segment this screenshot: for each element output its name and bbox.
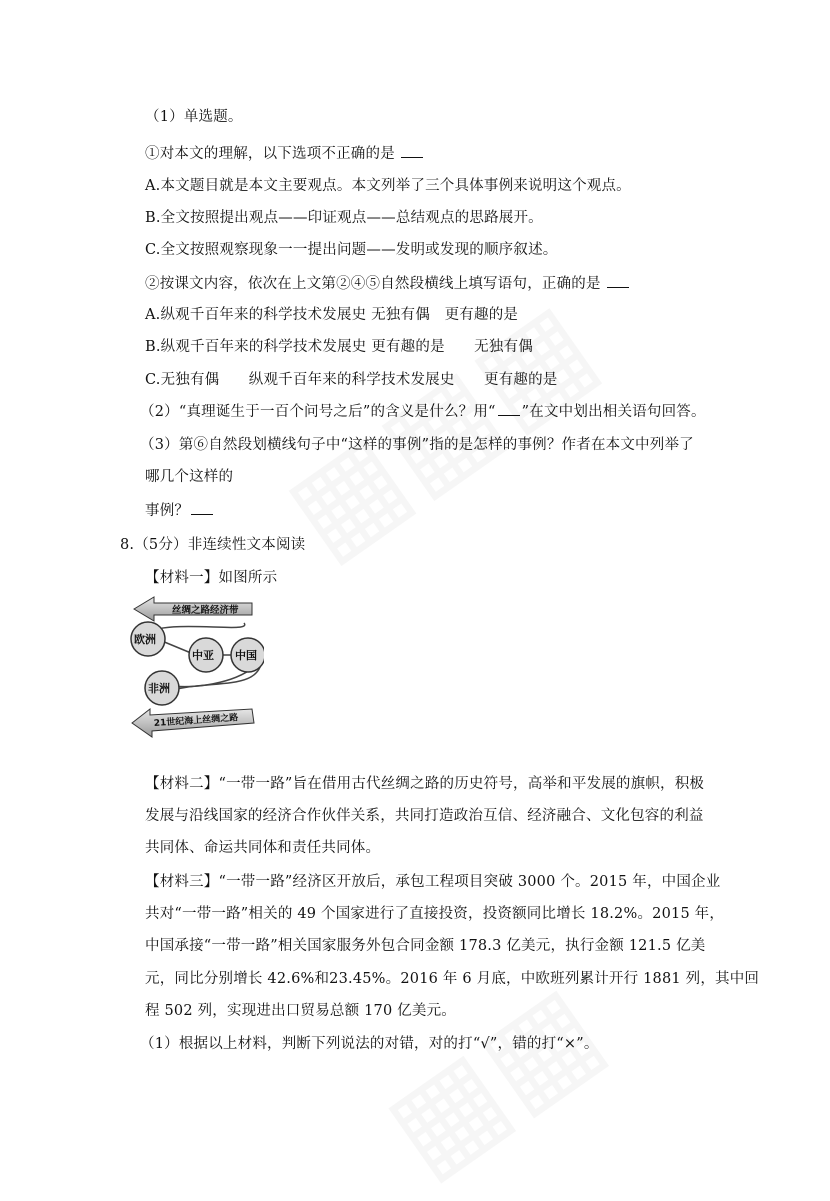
question-2-stem [145,273,629,294]
node-central-asia-label: 中亚 [192,649,214,662]
question-meaning [140,402,706,422]
link-europe-central [162,641,191,653]
material-1-label: 【材料一】如图所示 [145,570,278,586]
node-africa-label: 非洲 [148,682,170,695]
top-road-label: 丝绸之路经济带 [172,605,239,616]
material-3-line3: 中国承接“一带一路”相关国家服务外包合同金额 178.3 亿美元，执行金额 121.5 亿美 [145,938,706,954]
question-1-stem [145,143,423,164]
material-2-line1: 【材料二】“一带一路”旨在借用古代丝绸之路的历史符号，高举和平发展的旗帜，积极 [145,776,705,792]
underline-symbol [498,403,520,416]
material-3-line1: 【材料三】“一带一路”经济区开放后，承包工程项目突破 3000 个。2015 年，中国企业 [145,874,721,890]
question-1-option-a: A.本文题目就是本文主要观点。本文列举了三个具体事例来说明这个观点。 [145,178,631,194]
material-3-line2: 共对“一带一路”相关的 49 个国家进行了直接投资，投资额同比增长 18.2%。2015 年， [145,906,725,922]
question-1-option-b: B.全文按照提出观点——印证观点——总结观点的思路展开。 [145,210,543,226]
question-1-option-c: C.全文按照观察现象一一提出问题——发明或发现的顺序叙述。 [145,242,558,258]
question-example-line2: 哪几个这样的 [145,469,234,485]
answer-blank [607,273,629,288]
single-choice-header: （1）单选题。 [145,109,243,125]
material-2-line3: 共同体、命运共同体和责任共同体。 [145,840,381,856]
bottom-road-label: 21世纪海上丝绸之路 [153,713,239,729]
question-8-1: （1）根据以上材料，判断下列说法的对错，对的打“√”，错的打“×”。 [140,1036,599,1052]
question-meaning-text-a: （2）“真理诞生于一百个问号之后”的含义是什么？用“ [140,404,496,420]
material-3-line5: 程 502 列，实现进出口贸易总额 170 亿美元。 [145,1003,456,1019]
node-europe-label: 欧洲 [134,633,156,646]
question-1-stem-text: ①对本文的理解，以下选项不正确的是 [145,146,395,162]
question-example-line1: （3）第⑥自然段划横线句子中“这样的事例”指的是怎样的事例？作者在本文中列举了 [140,437,694,453]
question-2-stem-text: ②按课文内容，依次在上文第②④⑤自然段横线上填写语句，正确的是 [145,276,601,292]
material-3-line4: 元，同比分别增长 42.6%和23.45%。2016 年 6 月底，中欧班列累计开行 1881 列，其中回 [145,971,760,987]
question-example-line3 [145,500,213,521]
question-meaning-text-b: ”在文中划出相关语句回答。 [521,404,706,420]
node-china-label: 中国 [235,649,257,662]
material-2-line2: 发展与沿线国家的经济合作伙伴关系，共同打造政治互信、经济融合、文化包容的利益 [145,808,704,824]
question-2-option-a: A.纵观千百年来的科学技术发展史 无独有偶 更有趣的是 [145,307,519,323]
question-example-line3-text: 事例？ [145,503,190,519]
question-2-option-c: C.无独有偶 纵观千百年来的科学技术发展史 更有趣的是 [145,372,558,388]
belt-road-diagram [124,595,264,745]
question-2-option-b: B.纵观千百年来的科学技术发展史 更有趣的是 无独有偶 [145,339,533,355]
watermark [361,958,626,1201]
answer-blank [191,500,213,515]
answer-blank [401,143,423,158]
question-8-title: 8.（5分）非连续性文本阅读 [120,537,306,553]
